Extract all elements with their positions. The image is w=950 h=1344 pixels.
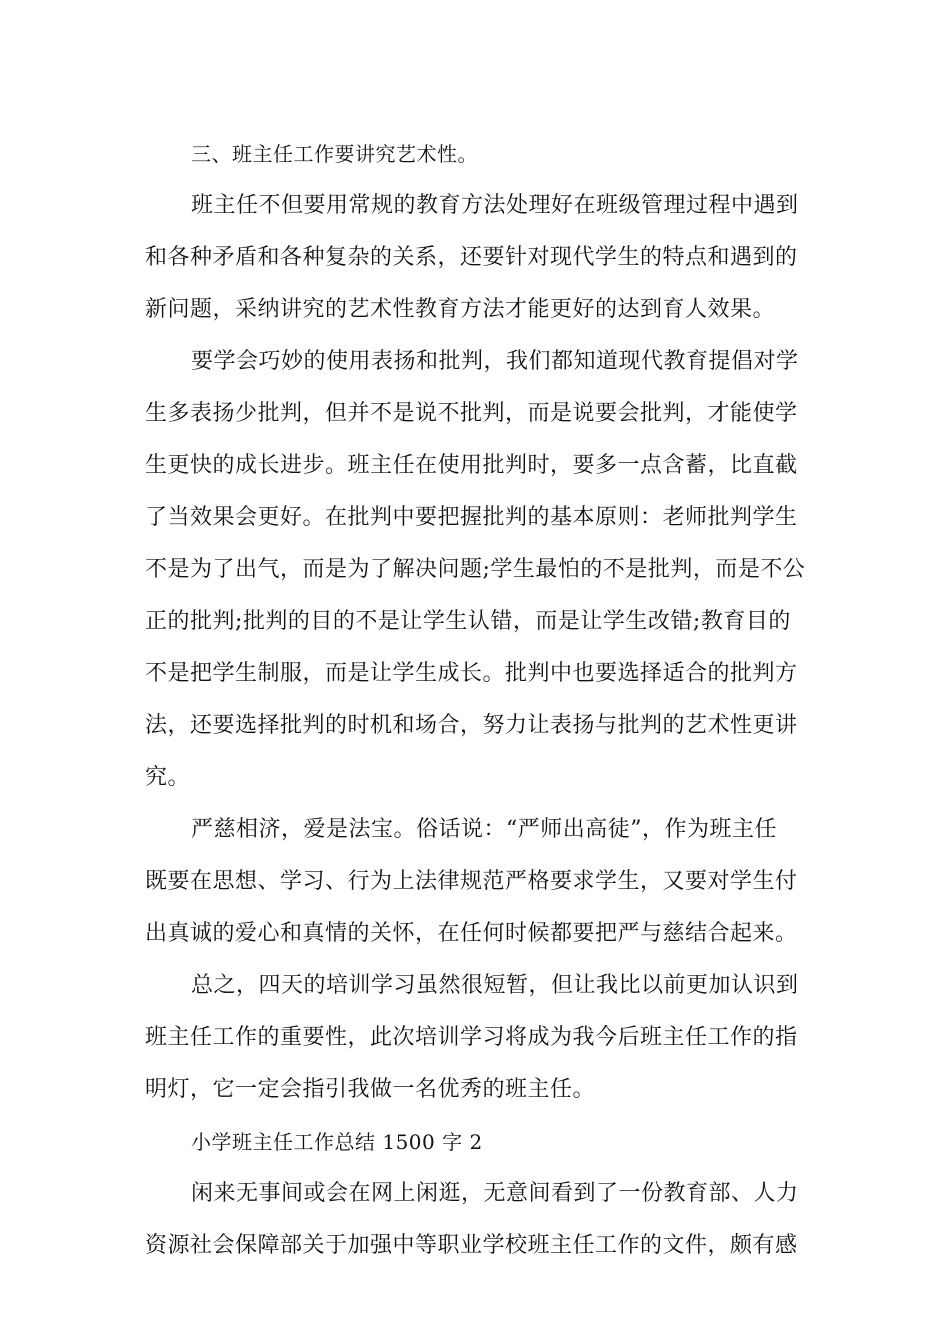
paragraph-line: 班主任工作的重要性，此次培训学习将成为我今后班主任工作的指	[145, 1025, 798, 1050]
article-title: 小学班主任工作总结 1500 字 2	[191, 1130, 483, 1154]
paragraph-line: 出真诚的爱心和真情的关怀，在任何时候都要把严与慈结合起来。	[145, 921, 798, 946]
paragraph-line: 班主任不但要用常规的教育方法处理好在班级管理过程中遇到	[191, 193, 799, 218]
paragraph-line: 闲来无事间或会在网上闲逛，无意间看到了一份教育部、人力	[191, 1181, 799, 1206]
paragraph-line: 资源社会保障部关于加强中等职业学校班主任工作的文件，颇有感	[145, 1233, 798, 1258]
document-body	[145, 128, 810, 1272]
paragraph-line: 和各种矛盾和各种复杂的关系，还要针对现代学生的特点和遇到的	[145, 245, 798, 270]
paragraph-line: 严慈相济，爱是法宝。俗话说：“严师出高徒”，作为班主任	[191, 817, 777, 842]
paragraph-line: 要学会巧妙的使用表扬和批判，我们都知道现代教育提倡对学	[191, 349, 799, 374]
paragraph-line: 新问题，采纳讲究的艺术性教育方法才能更好的达到育人效果。	[145, 297, 776, 322]
paragraph-line: 明灯，它一定会指引我做一名优秀的班主任。	[145, 1077, 596, 1102]
paragraph-line: 生多表扬少批判，但并不是说不批判，而是说要会批判，才能使学	[145, 401, 798, 426]
paragraph-line: 法，还要选择批判的时机和场合，努力让表扬与批判的艺术性更讲	[145, 713, 798, 738]
paragraph-line: 不是为了出气，而是为了解决问题;学生最怕的不是批判，而是不公	[145, 557, 806, 582]
paragraph-line: 生更快的成长进步。班主任在使用批判时，要多一点含蓄，比直截	[145, 453, 798, 478]
paragraph-line: 正的批判;批判的目的不是让学生认错，而是让学生改错;教育目的	[145, 609, 791, 634]
paragraph-line: 既要在思想、学习、行为上法律规范严格要求学生，又要对学生付	[145, 869, 798, 894]
paragraph-line: 了当效果会更好。在批判中要把握批判的基本原则：老师批判学生	[145, 505, 798, 530]
paragraph-line: 总之，四天的培训学习虽然很短暂，但让我比以前更加认识到	[191, 973, 799, 998]
paragraph-line: 不是把学生制服，而是让学生成长。批判中也要选择适合的批判方	[145, 661, 798, 686]
section-heading: 三、班主任工作要讲究艺术性。	[191, 142, 478, 166]
paragraph-line: 究。	[145, 765, 191, 790]
